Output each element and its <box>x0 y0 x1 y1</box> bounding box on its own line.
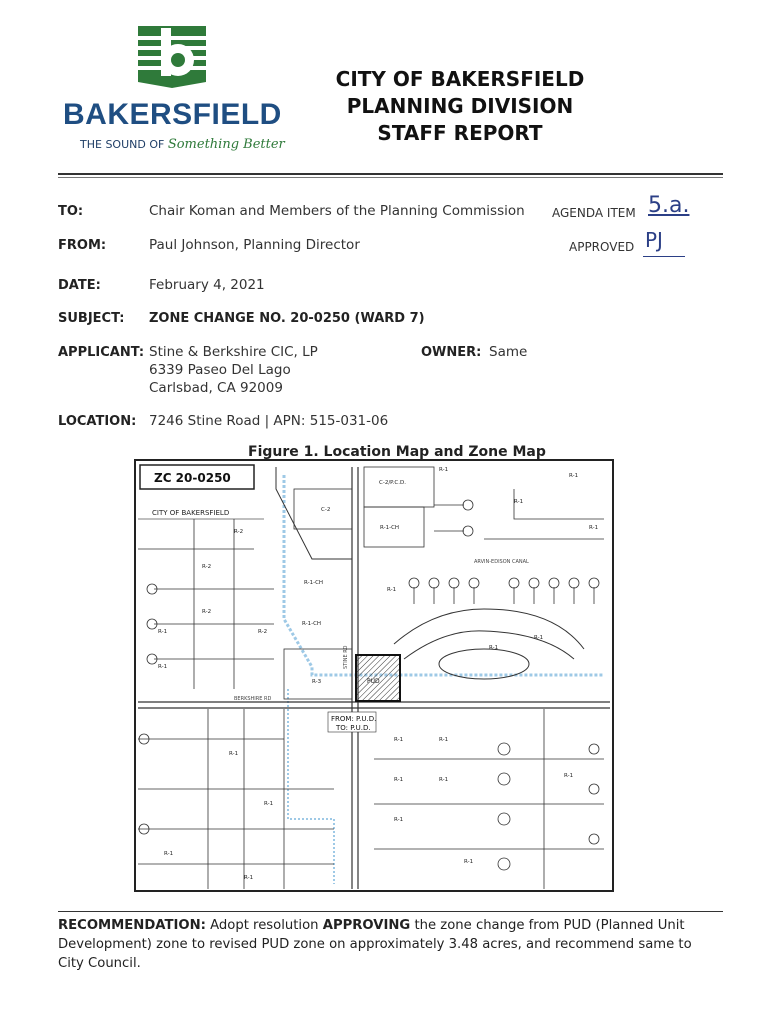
to-label: TO: <box>58 204 84 219</box>
zone-label-r1-s3: R-1 <box>394 777 404 783</box>
zone-label-r1-sw3: R-1 <box>164 851 174 857</box>
report-title <box>330 66 590 147</box>
brand-name: BAKERSFIELD <box>63 98 282 131</box>
stine-label: STINE RD <box>343 645 349 669</box>
figure-caption: Figure 1. Location Map and Zone Map <box>248 444 546 460</box>
subject-label: SUBJECT: <box>58 311 125 326</box>
zone-label-r1-n1: R-1 <box>439 467 449 473</box>
zone-label-r1-sw2: R-1 <box>264 801 274 807</box>
title-line-1: CITY OF BAKERSFIELD <box>335 67 585 91</box>
zone-label-r3: R-3 <box>312 679 322 685</box>
map-id: ZC 20-0250 <box>154 471 231 485</box>
parcel-pud-label: PUD <box>367 678 380 685</box>
zone-label-c2pcd: C-2/P.C.D. <box>379 480 406 486</box>
applicant-label: APPLICANT: <box>58 345 145 360</box>
map-org: CITY OF BAKERSFIELD <box>152 509 230 517</box>
zone-label-r2-c: R-2 <box>202 609 212 615</box>
location-zone-map <box>134 459 614 892</box>
from-label: FROM: <box>58 238 107 253</box>
date-label: DATE: <box>58 278 101 293</box>
from-value: Paul Johnson, Planning Director <box>149 237 360 253</box>
canal-label: ARVIN-EDISON CANAL <box>474 559 529 565</box>
recommendation-label: RECOMMENDATION: <box>58 918 206 933</box>
bakersfield-logo-icon <box>136 22 208 90</box>
zone-label-r2-d: R-2 <box>258 629 268 635</box>
location-label: LOCATION: <box>58 414 137 429</box>
berkshire-label: BERKSHIRE RD <box>234 696 272 702</box>
zone-label-c2: C-2 <box>321 507 331 513</box>
zone-label-r1-s1: R-1 <box>394 737 404 743</box>
zone-label-r1-s2: R-1 <box>439 737 449 743</box>
zone-from-label: FROM: P.U.D. <box>331 715 377 723</box>
zone-label-r1ch-a: R-1-CH <box>380 525 400 531</box>
tagline-prefix: THE SOUND OF <box>80 138 165 151</box>
zone-label-r1ch-c: R-1-CH <box>302 621 322 627</box>
zone-label-r1-n4: R-1 <box>589 525 599 531</box>
zone-label-r1-sw1: R-1 <box>229 751 239 757</box>
zone-label-r1-sw4: R-1 <box>244 875 254 881</box>
brand-tagline <box>80 137 285 152</box>
recommendation-divider <box>58 911 723 912</box>
applicant-city: Carlsbad, CA 92009 <box>149 380 283 396</box>
owner-label: OWNER: <box>421 345 482 360</box>
zone-to-label: TO: P.U.D. <box>336 724 371 732</box>
location-value: 7246 Stine Road | APN: 515-031-06 <box>149 413 389 429</box>
zone-label-r1-n2: R-1 <box>569 473 579 479</box>
header-divider-thin <box>58 177 723 178</box>
approved-initials-signature: PJ <box>645 228 663 252</box>
zone-label-r2-b: R-2 <box>202 564 212 570</box>
recommendation <box>58 916 718 973</box>
subject-value: ZONE CHANGE NO. 20-0250 (WARD 7) <box>149 311 425 326</box>
owner-value: Same <box>489 344 528 360</box>
approved-label: APPROVED <box>569 240 635 254</box>
to-value: Chair Koman and Members of the Planning Commission <box>149 203 525 219</box>
zone-label-r1-s5: R-1 <box>394 817 404 823</box>
header-divider <box>58 173 723 175</box>
zone-label-r1-c2: R-1 <box>489 645 499 651</box>
zone-label-r1-s7: R-1 <box>564 773 574 779</box>
zone-label-r1-w2: R-1 <box>158 664 168 670</box>
title-line-2: PLANNING DIVISION <box>346 94 574 118</box>
zone-label-r1-s4: R-1 <box>439 777 449 783</box>
applicant-name: Stine & Berkshire CIC, LP <box>149 344 318 360</box>
zone-label-r1-c1: R-1 <box>387 587 397 593</box>
zone-label-r1-n3: R-1 <box>514 499 524 505</box>
zone-label-r2-a: R-2 <box>234 529 244 535</box>
title-line-3: STAFF REPORT <box>377 121 543 145</box>
approved-underline <box>643 256 685 257</box>
recommendation-bold: APPROVING <box>322 918 411 933</box>
applicant-street: 6339 Paseo Del Lago <box>149 362 291 378</box>
date-value: February 4, 2021 <box>149 277 265 293</box>
recommendation-text-2: the zone change from PUD (Planned Unit Development) zone to revised PUD zone on approximately 3.48 acres, and recommend same to City Council. <box>58 918 692 971</box>
zone-label-r1-s6: R-1 <box>464 859 474 865</box>
agenda-label: AGENDA ITEM <box>552 206 636 220</box>
zone-label-r1-w1: R-1 <box>158 629 168 635</box>
zone-label-r1-c3: R-1 <box>534 635 544 641</box>
recommendation-text-1: Adopt resolution <box>205 918 323 933</box>
agenda-value-handwritten: 5.a. <box>648 193 690 218</box>
tagline-script: Something Better <box>167 137 285 152</box>
zone-label-r1ch-b: R-1-CH <box>304 580 324 586</box>
